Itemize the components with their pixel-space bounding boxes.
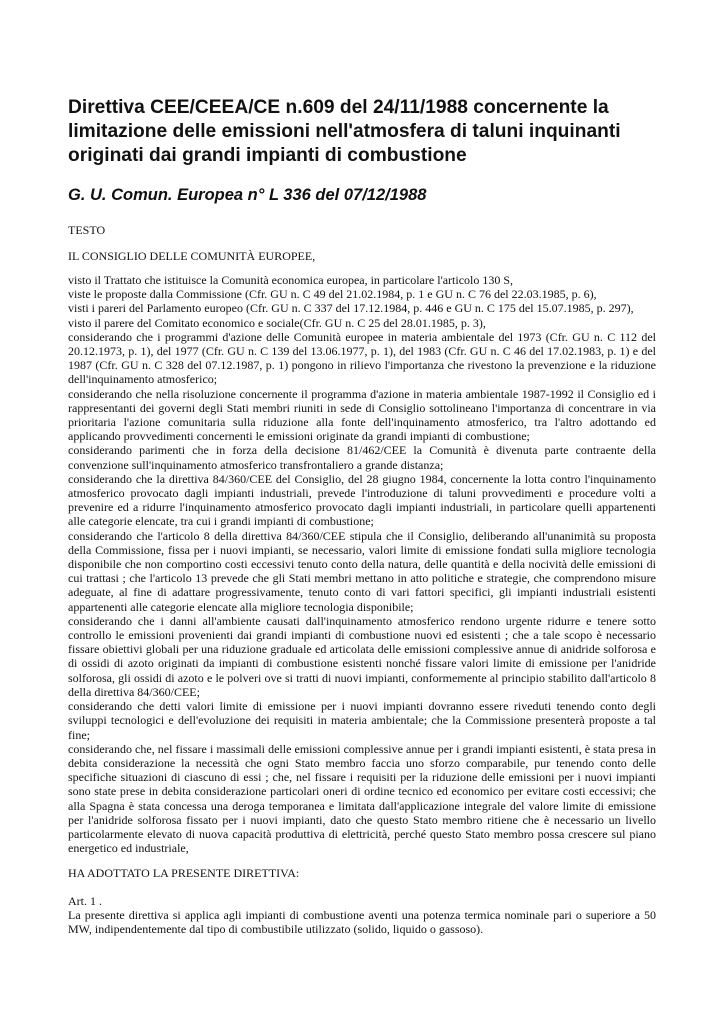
council-heading: IL CONSIGLIO DELLE COMUNITÀ EUROPEE, bbox=[68, 249, 316, 263]
recital: considerando parimenti che in forza della decisione 81/462/CEE la Comunità è divenuta parte contraente della convenzione sull'inquinamento atmosferico transfrontaliero a grande distanza; bbox=[68, 443, 656, 472]
recital: considerando che l'articolo 8 della direttiva 84/360/CEE stipula che il Consiglio, deliberando all'unanimità su proposta della Commissione, fissa per i nuovi impianti, se necessario, valori limite di emissione fondati sulla migliore tecnologia disponibile che non comportino costi eccessivi tenuto conto della natura, delle quantità e della nocività delle emissioni di cui trattasi ; che l'articolo 13 prevede che gli Stati membri mettano in atto politiche e strategie, che comprendono misure adeguate, al fine di adattare progressivamente, tenuto conto di vari fattori specifici, gli impianti industriali esistenti appartenenti alle categorie elencate alla migliore tecnologia disponibile; bbox=[68, 528, 656, 614]
article-label: Art. 1 . bbox=[68, 894, 102, 908]
recital: considerando che nella risoluzione concernente il programma d'azione in materia ambientale 1987-1992 il Consiglio ed i rappresentanti dei governi degli Stati membri riuniti in sede di Consiglio sottolineano l'importanza di concentrare in via prioritaria l'azione comunitaria sulla riduzione alla fonte dell'inquinamento atmosferico, tra l'altro adottando ed applicando provvedimenti concernenti le emissioni originate da grandi impianti di combustione; bbox=[68, 386, 656, 444]
recital: visti i pareri del Parlamento europeo (Cfr. GU n. C 337 del 17.12.1984, p. 446 e GU n. C 175 del 15.07.1985, p. 297), bbox=[68, 301, 634, 316]
recital: considerando che, nel fissare i massimali delle emissioni complessive annue per i grandi impianti esistenti, è stata presa in debita considerazione la necessità che ogni Stato membro faccia uno sforzo comparabile, pur tenendo conto delle specifiche situazioni di ciascuno di essi ; che, nel fissare i requisiti per la riduzione delle emissioni per i nuovi impianti sono state prese in debita considerazione particolari oneri di ordine tecnico ed economico per evitare costi eccessivi; che alla Spagna è stata concessa una deroga temporanea e limitata dall'applicazione integrale del valore limite di emissione per l'anidride solforosa fissato per i nuovi impianti, dato che questo Stato membro ritiene che è necessario un livello particolarmente elevato di nuova capacità produttiva di elettricità, perché questo Stato membro possa crescere sul piano energetico ed industriale, bbox=[68, 741, 656, 856]
document-subtitle: G. U. Comun. Europea n° L 336 del 07/12/1988 bbox=[68, 186, 427, 204]
article-text: La presente direttiva si applica agli impianti di combustione aventi una potenza termica nominale pari o superiore a 50 MW, indipendentemente dal tipo di combustibile utilizzato (solido, liquido o gassoso). bbox=[68, 908, 656, 937]
recital: visto il parere del Comitato economico e sociale(Cfr. GU n. C 25 del 28.01.1985, p. 3), bbox=[68, 315, 486, 330]
section-label: TESTO bbox=[68, 223, 106, 237]
recital: visto il Trattato che istituisce la Comunità economica europea, in particolare l'articolo 130 S, bbox=[68, 273, 514, 287]
adoption-heading: HA ADOTTATO LA PRESENTE DIRETTIVA: bbox=[68, 866, 300, 880]
recital: considerando che i programmi d'azione delle Comunità europee in materia ambientale del 1973 (Cfr. GU n. C 112 del 20.12.1973, p. 1), del 1977 (Cfr. GU n. C 139 del 13.06.1977, p. 1), del 1983 (Cfr. GU n. C 46 del 17.02.1983, p. 1) e del 1987 (Cfr. GU n. C 328 del 07.12.1987, p. 1) pongono in rilievo l'importanza che rivestono la prevenzione e la riduzione dell'inquinamento atmosferico; bbox=[68, 329, 656, 387]
recitals bbox=[68, 273, 656, 855]
document-title: Direttiva CEE/CEEA/CE n.609 del 24/11/1988 concernente la limitazione delle emissioni nell'atmosfera di taluni inquinanti originati dai grandi impianti di combustione bbox=[68, 97, 621, 166]
recital: considerando che la direttiva 84/360/CEE del Consiglio, del 28 giugno 1984, concernente la lotta contro l'inquinamento atmosferico provocato dagli impianti industriali, prevede l'introduzione di taluni provvedimenti e procedure volti a prevenire ed a ridurre l'inquinamento atmosferico provocato dagli impianti industriali, in particolare quelli appartenenti alle categorie elencate, tra cui i grandi impianti di combustione; bbox=[68, 471, 656, 529]
recital: considerando che detti valori limite di emissione per i nuovi impianti dovranno essere riveduti tenendo conto degli sviluppi tecnologici e dell'evoluzione dei requisiti in materia ambientale; che la Commissione presenterà proposte a tal fine; bbox=[68, 699, 656, 742]
recital: viste le proposte dalla Commissione (Cfr. GU n. C 49 del 21.02.1984, p. 1 e GU n. C 76 del 22.03.1985, p. 6), bbox=[68, 287, 597, 302]
article-1 bbox=[68, 894, 656, 937]
recital: considerando che i danni all'ambiente causati dall'inquinamento atmosferico rendono urgente ridurre e tenere sotto controllo le emissioni provenienti dai grandi impianti di combustione nuovi ed esistenti ; che a tale scopo è necessario fissare obiettivi globali per una riduzione graduale ed articolata delle emissioni complessive annue di anidride solforosa e di ossidi di azoto originati da impianti di combustione esistenti nonché fissare valori limite di emissione per l'anidride solforosa, gli ossidi di azoto e le polveri ove si tratti di nuovi impianti, conformemente al principio stabilito dall'articolo 8 della direttiva 84/360/CEE; bbox=[68, 613, 656, 699]
